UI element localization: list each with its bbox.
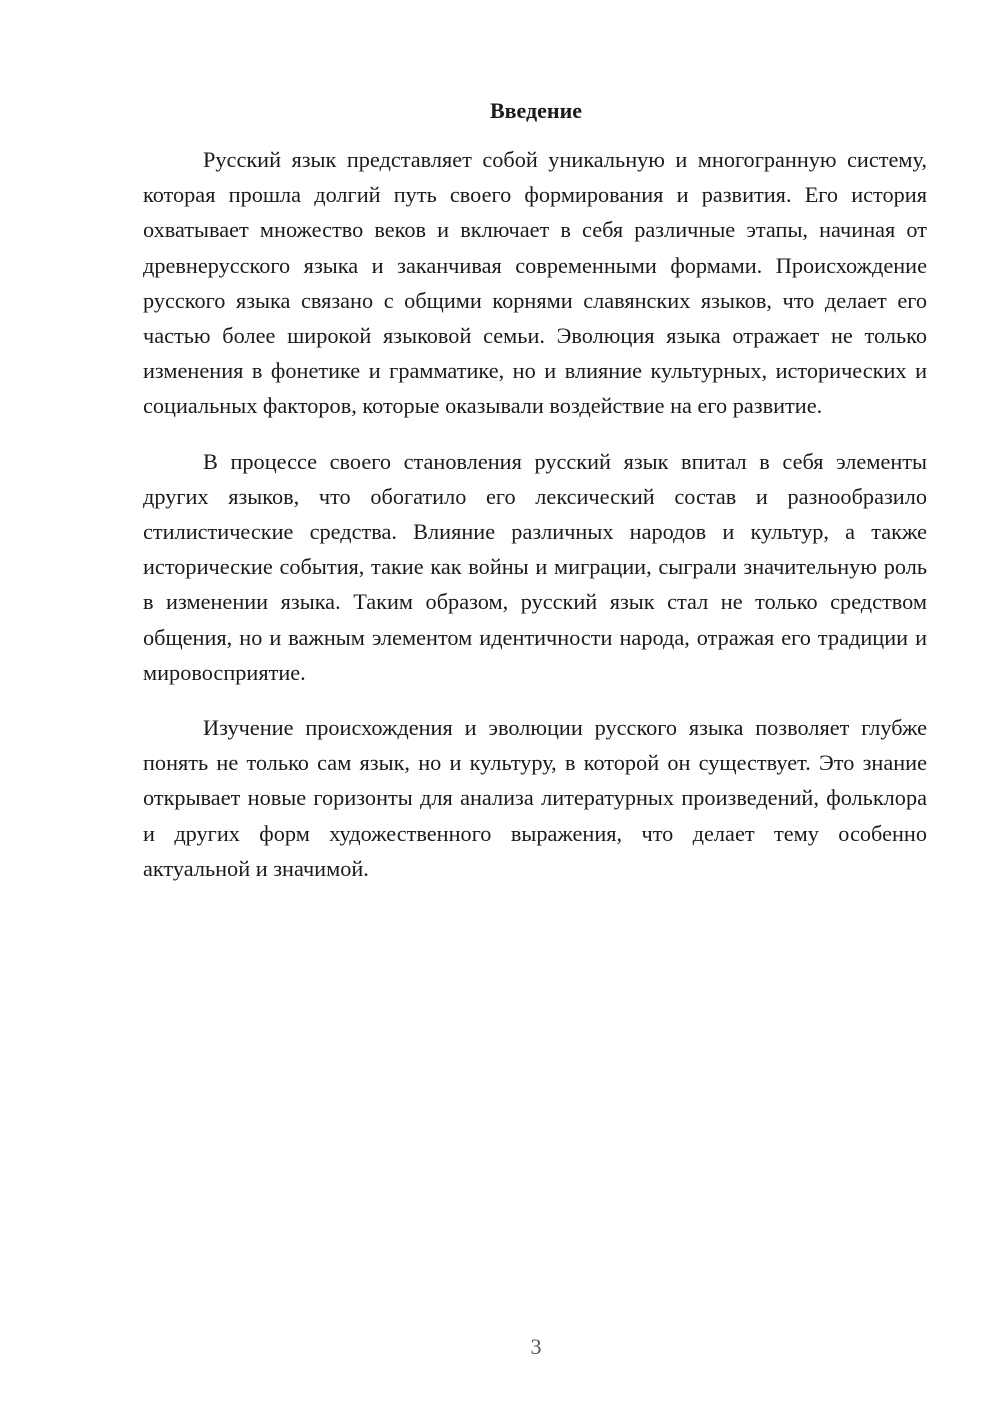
page-number: 3 xyxy=(530,1334,542,1359)
paragraph-3: Изучение происхождения и эволюции русского языка позволяет глубже понять не только сам язык, но и культуру, в которой он существует. Это знание открывает новые горизонты для анализа литературных произведений, фольклора и других форм художественного выражения, что делает тему особенно актуальной и значимой. xyxy=(143,715,927,881)
paragraph-2: В процессе своего становления русский язык впитал в себя элементы других языков, что обогатило его лексический состав и разнообразило стилистические средства. Влияние различных народов и культур, а также исторические события, такие как войны и миграции, сыграли значительную роль в изменении языка. Таким образом, русский язык стал не только средством общения, но и важным элементом идентичности народа, отражая его традиции и мировосприятие. xyxy=(143,448,927,685)
paragraph-1: Русский язык представляет собой уникальную и многогранную систему, которая прошла долгий путь своего формирования и развития. Его история охватывает множество веков и включает в себя различные этапы, начиная от древнерусского языка и заканчивая современными формами. Происхождение русского языка связано с общими корнями славянских языков, что делает его частью более широкой языковой семьи. Эволюция языка отражает не только изменения в фонетике и грамматике, но и влияние культурных, исторических и социальных факторов, которые оказывали воздействие на его развитие. xyxy=(143,147,927,419)
section-title: Введение xyxy=(489,98,583,123)
body-text xyxy=(143,142,927,906)
